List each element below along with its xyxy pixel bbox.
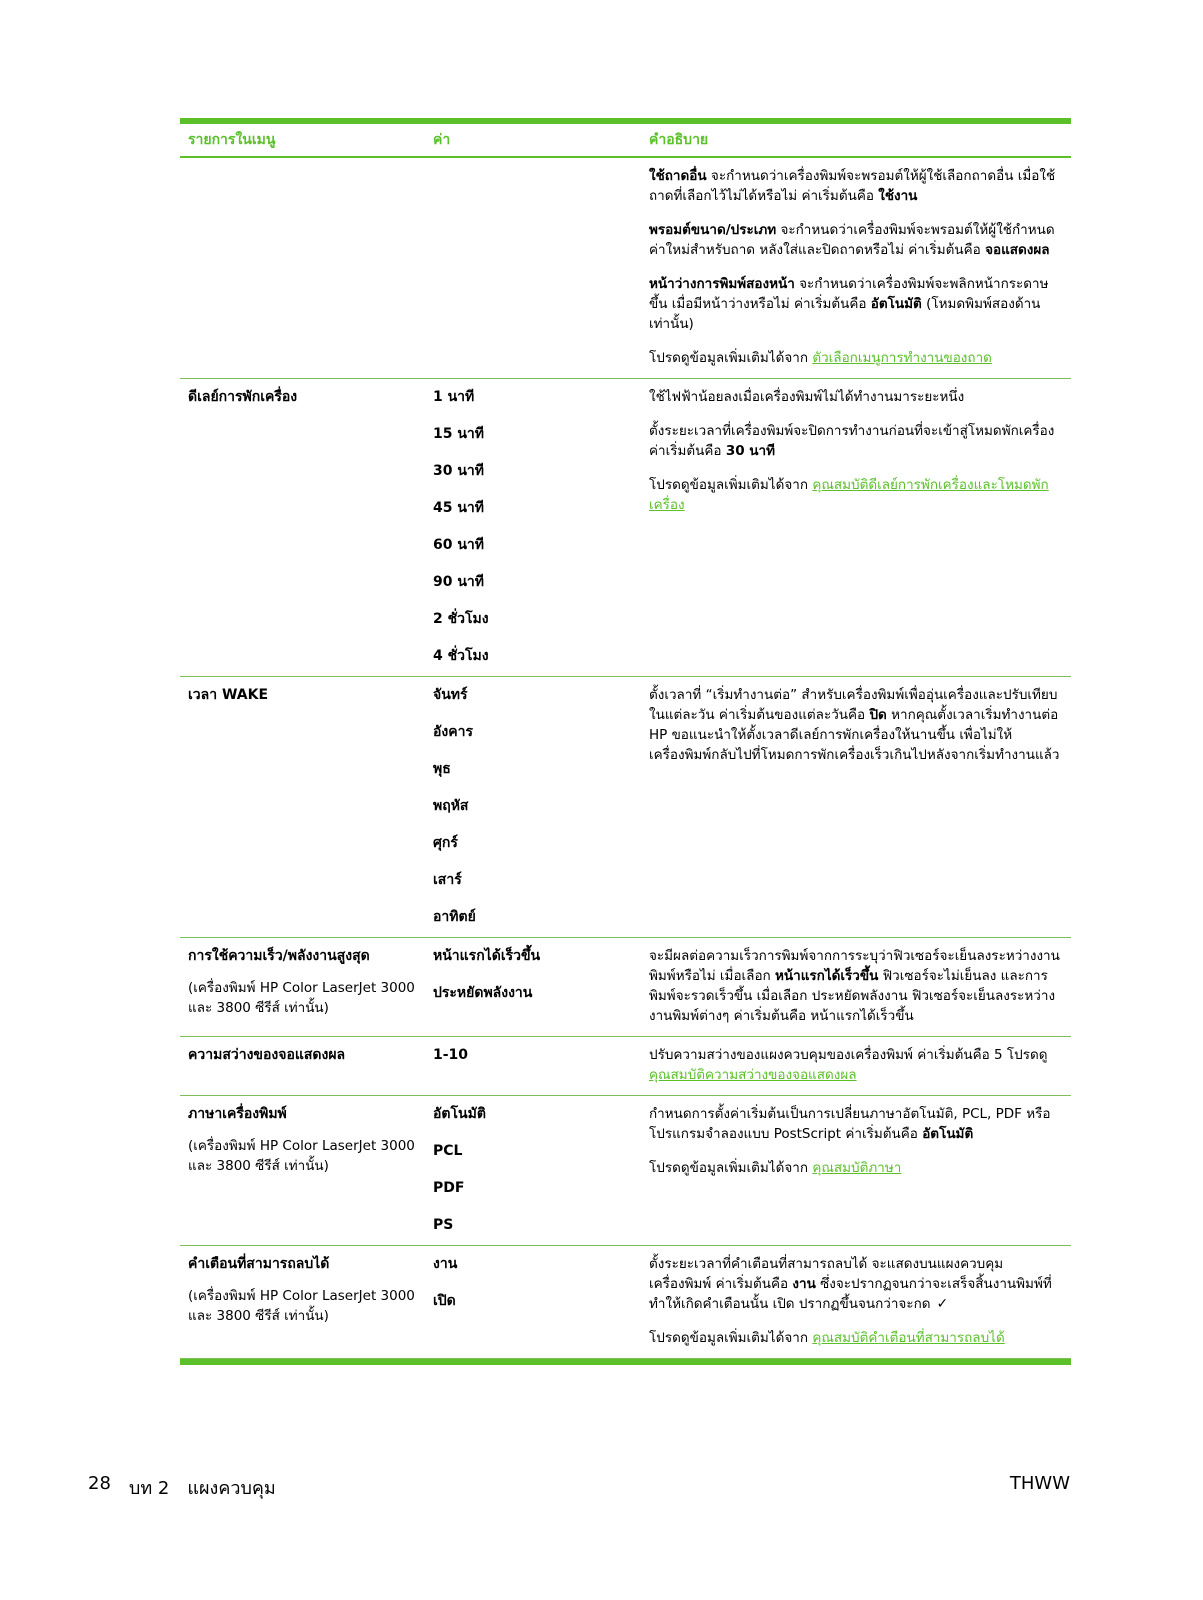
description-cell xyxy=(641,946,1071,1026)
description-text: กำหนดการตั้งค่าเริ่มต้นเป็นการเปลี่ยนภาษาอัตโนมัติ, PCL, PDF หรือโปรแกรมจำลองแบบ PostScript ค่าเริ่มต้นคือ xyxy=(649,1106,1051,1142)
cross-reference-link[interactable]: คุณสมบัติคำเตือนที่สามารถลบได้ xyxy=(812,1330,1005,1346)
cross-reference-link[interactable]: คุณสมบัติดีเลย์การพักเครื่องและโหมดพักเครื่อง xyxy=(649,477,1049,513)
value-option: 90 นาที xyxy=(433,574,485,590)
description-cell xyxy=(641,1104,1071,1235)
description-paragraph xyxy=(649,348,1065,368)
description-cell xyxy=(641,166,1071,368)
description-paragraph xyxy=(649,421,1065,461)
description-bold-term: ใช้ถาดอื่น xyxy=(649,168,707,184)
description-text: ใช้ไฟฟ้าน้อยลงเมื่อเครื่องพิมพ์ไม่ได้ทำงานมาระยะหนึ่ง xyxy=(649,389,965,405)
description-paragraph xyxy=(649,1045,1065,1085)
description-cell xyxy=(641,1254,1071,1348)
page-footer-right: THWW xyxy=(1009,1473,1070,1494)
value-option: PDF xyxy=(433,1180,465,1196)
value-cell xyxy=(425,166,641,368)
value-option: พุธ xyxy=(433,761,451,777)
description-paragraph xyxy=(649,387,1065,407)
menu-table xyxy=(180,118,1071,1365)
description-cell xyxy=(641,387,1071,666)
description-text: จะมีผลต่อความเร็วการพิมพ์จากการระบุว่าฟิวเซอร์จะเย็นลงระหว่างงานพิมพ์หรือไม่ เมื่อเลือก xyxy=(649,948,1060,984)
description-paragraph xyxy=(649,1328,1065,1348)
value-option: งาน xyxy=(433,1256,458,1272)
value-option: 4 ชั่วโมง xyxy=(433,648,489,664)
table-row xyxy=(180,938,1071,1037)
value-option: อังคาร xyxy=(433,724,473,740)
description-paragraph xyxy=(649,946,1065,1026)
menu-item-title: ดีเลย์การพักเครื่อง xyxy=(188,389,298,405)
description-paragraph xyxy=(649,274,1065,334)
description-default-value: ใช้งาน xyxy=(878,188,918,204)
description-text: ตั้งระยะเวลาที่คำเตือนที่สามารถลบได้ จะแสดงบนแผงควบคุมเครื่องพิมพ์ ค่าเริ่มต้นคือ xyxy=(649,1256,1004,1292)
description-default-value: อัตโนมัติ xyxy=(870,296,922,312)
menu-item-title: ความสว่างของจอแสดงผล xyxy=(188,1047,346,1063)
description-text: โปรดดูข้อมูลเพิ่มเติมได้จาก xyxy=(649,1330,813,1346)
description-default-value: จอแสดงผล xyxy=(985,242,1050,258)
description-bold-term: พรอมต์ขนาด/ประเภท xyxy=(649,222,777,238)
value-cell xyxy=(425,387,641,666)
value-option: เปิด xyxy=(433,1293,456,1309)
description-text-cont: (โหมดพิมพ์สองด้านเท่านั้น) xyxy=(649,296,1041,332)
value-option: 60 นาที xyxy=(433,537,485,553)
value-cell xyxy=(425,1104,641,1235)
menu-item-note: (เครื่องพิมพ์ HP Color LaserJet 3000 และ 3800 ซีรีส์ เท่านั้น) xyxy=(188,980,415,1016)
menu-item-title: ภาษาเครื่องพิมพ์ xyxy=(188,1106,287,1122)
value-option: 2 ชั่วโมง xyxy=(433,611,489,627)
description-paragraph xyxy=(649,166,1065,206)
value-option: 45 นาที xyxy=(433,500,485,516)
description-default-value: งาน xyxy=(792,1276,816,1292)
description-text: จะกำหนดว่าเครื่องพิมพ์จะพรอมต์ให้ผู้ใช้กำหนดค่าใหม่สำหรับถาด หลังใส่และปิดถาดหรือไม่ ค่าเริ่มต้นคือ xyxy=(649,222,1055,258)
value-option: หน้าแรกได้เร็วขึ้น xyxy=(433,948,541,964)
value-option: 15 นาที xyxy=(433,426,485,442)
description-text: ตั้งระยะเวลาที่เครื่องพิมพ์จะปิดการทำงานก่อนที่จะเข้าสู่โหมดพักเครื่อง ค่าเริ่มต้นคือ xyxy=(649,423,1055,459)
menu-item-cell xyxy=(180,1104,425,1235)
value-option: PCL xyxy=(433,1143,463,1159)
header-description: คำอธิบาย xyxy=(649,132,709,148)
description-text-cont: หากคุณตั้งเวลาเริ่มทำงานต่อ HP ขอแนะนำให้ตั้งเวลาดีเลย์การพักเครื่องให้นานขึ้น เพื่อไม่ให้เครื่องพิมพ์กลับไปที่โหมดการพักเครื่องเร็วเกินไปหลังจากเริ่มทำงานแล้ว xyxy=(649,707,1060,763)
menu-item-title: เวลา WAKE xyxy=(188,687,269,703)
value-cell xyxy=(425,946,641,1026)
page-footer-left xyxy=(88,1473,276,1502)
description-cell xyxy=(641,1045,1071,1085)
description-text: โปรดดูข้อมูลเพิ่มเติมได้จาก xyxy=(649,350,813,366)
table-bottom-rule xyxy=(180,1359,1071,1365)
header-menu-item: รายการในเมนู xyxy=(188,132,276,148)
value-option: ประหยัดพลังงาน xyxy=(433,985,533,1001)
value-option: 1 นาที xyxy=(433,389,475,405)
description-text: ปรับความสว่างของแผงควบคุมของเครื่องพิมพ์ ค่าเริ่มต้นคือ 5 โปรดดู xyxy=(649,1047,1048,1063)
description-paragraph xyxy=(649,1254,1065,1314)
menu-item-cell xyxy=(180,166,425,368)
value-cell xyxy=(425,1045,641,1085)
menu-item-cell xyxy=(180,685,425,927)
value-option: เสาร์ xyxy=(433,872,462,888)
menu-item-title: การใช้ความเร็ว/พลังงานสูงสุด xyxy=(188,948,370,964)
description-text-cont: ฟิวเซอร์จะไม่เย็นลง และการพิมพ์จะรวดเร็วขึ้น เมื่อเลือก ประหยัดพลังงาน ฟิวเซอร์จะเย็นลงระหว่างงานพิมพ์ต่างๆ ค่าเริ่มต้นคือ หน้าแรกได้เร็วขึ้น xyxy=(649,968,1056,1024)
checkmark-icon: ✓ xyxy=(936,1296,949,1312)
description-default-value: หน้าแรกได้เร็วขึ้น xyxy=(775,968,879,984)
description-default-value: 30 นาที xyxy=(725,443,776,459)
table-body xyxy=(180,158,1071,1359)
table-row xyxy=(180,379,1071,677)
chapter-number: บท 2 xyxy=(128,1478,170,1499)
cross-reference-link[interactable]: ตัวเลือกเมนูการทำงานของถาด xyxy=(812,350,992,366)
table-row xyxy=(180,158,1071,379)
description-text-cont: ซึ่งจะปรากฏจนกว่าจะเสร็จสิ้นงานพิมพ์ที่ทำให้เกิดคำเตือนนั้น เปิด ปรากฏขึ้นจนกว่าจะกด xyxy=(649,1276,1052,1312)
description-paragraph xyxy=(649,220,1065,260)
menu-item-note: (เครื่องพิมพ์ HP Color LaserJet 3000 และ 3800 ซีรีส์ เท่านั้น) xyxy=(188,1138,415,1174)
menu-item-cell xyxy=(180,946,425,1026)
description-cell xyxy=(641,685,1071,927)
menu-item-cell xyxy=(180,1045,425,1085)
table-header xyxy=(180,124,1071,158)
description-bold-term: หน้าว่างการพิมพ์สองหน้า xyxy=(649,276,795,292)
value-option: พฤหัส xyxy=(433,798,469,814)
description-text: จะกำหนดว่าเครื่องพิมพ์จะพลิกหน้ากระดาษขึ้น เมื่อมีหน้าว่างหรือไม่ ค่าเริ่มต้นคือ xyxy=(649,276,1049,312)
value-option: 1-10 xyxy=(433,1047,469,1063)
value-option: อัตโนมัติ xyxy=(433,1106,486,1122)
menu-item-cell xyxy=(180,387,425,666)
cross-reference-link[interactable]: คุณสมบัติภาษา xyxy=(812,1160,902,1176)
value-option: จันทร์ xyxy=(433,687,468,703)
description-text: โปรดดูข้อมูลเพิ่มเติมได้จาก xyxy=(649,1160,813,1176)
value-option: ศุกร์ xyxy=(433,835,458,851)
description-text: จะกำหนดว่าเครื่องพิมพ์จะพรอมต์ให้ผู้ใช้เลือกถาดอื่น เมื่อใช้ถาดที่เลือกไว้ไม่ได้หรือไม่ ค่าเริ่มต้นคือ xyxy=(649,168,1056,204)
description-text: โปรดดูข้อมูลเพิ่มเติมได้จาก xyxy=(649,477,813,493)
menu-item-cell xyxy=(180,1254,425,1348)
description-paragraph xyxy=(649,1104,1065,1144)
description-paragraph xyxy=(649,1158,1065,1178)
cross-reference-link[interactable]: คุณสมบัติความสว่างของจอแสดงผล xyxy=(649,1067,857,1083)
description-default-value: อัตโนมัติ xyxy=(922,1126,974,1142)
value-cell xyxy=(425,685,641,927)
description-default-value: ปิด xyxy=(869,707,887,723)
value-option: 30 นาที xyxy=(433,463,485,479)
table-row xyxy=(180,677,1071,938)
table-row xyxy=(180,1037,1071,1096)
chapter-title: แผงควบคุม xyxy=(187,1478,276,1499)
menu-item-title: คำเตือนที่สามารถลบได้ xyxy=(188,1256,330,1272)
description-paragraph xyxy=(649,475,1065,515)
value-option: อาทิตย์ xyxy=(433,909,476,925)
value-cell xyxy=(425,1254,641,1348)
value-option: PS xyxy=(433,1217,454,1233)
table-row xyxy=(180,1096,1071,1246)
header-value: ค่า xyxy=(433,132,451,148)
table-row xyxy=(180,1246,1071,1359)
menu-item-note: (เครื่องพิมพ์ HP Color LaserJet 3000 และ 3800 ซีรีส์ เท่านั้น) xyxy=(188,1288,415,1324)
description-paragraph xyxy=(649,685,1065,765)
description-text: ตั้งเวลาที่ “เริ่มทำงานต่อ” สำหรับเครื่องพิมพ์เพื่ออุ่นเครื่องและปรับเทียบในแต่ละวัน ค่าเริ่มต้นของแต่ละวันคือ xyxy=(649,687,1058,723)
page-number: 28 xyxy=(88,1473,111,1494)
